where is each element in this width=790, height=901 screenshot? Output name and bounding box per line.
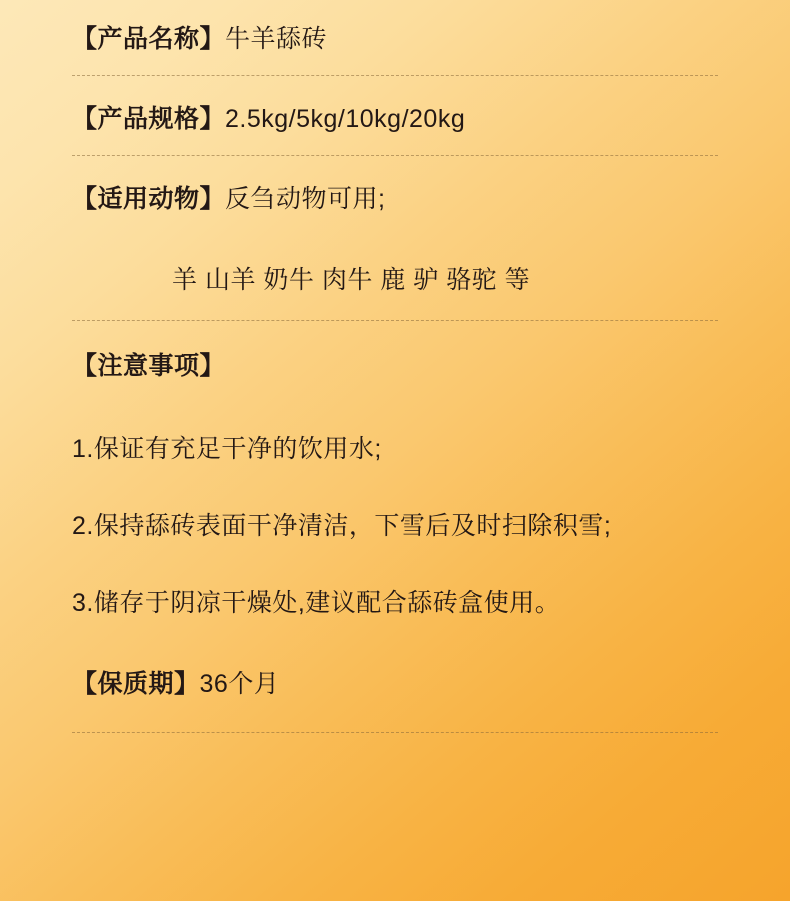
shelf-life-label: 【保质期】: [72, 670, 200, 698]
suitable-animals-value: 反刍动物可用;: [225, 185, 386, 213]
suitable-animals-row: [72, 156, 718, 227]
product-spec-label: 【产品规格】: [72, 105, 226, 133]
product-name-row: [72, 0, 718, 75]
suitable-animals-list: 羊 山羊 奶牛 肉牛 鹿 驴 骆驼 等: [172, 266, 531, 294]
notice-item-1-row: [72, 390, 718, 467]
product-name-label: 【产品名称】: [72, 25, 226, 53]
notice-item-2-row: [72, 467, 718, 544]
notice-title-row: [72, 321, 718, 390]
notice-item-3: 3.储存于阴凉干燥处,建议配合舔砖盒使用。: [72, 589, 561, 617]
divider-after-shelf-life: [72, 732, 718, 733]
shelf-life-value: 36个月: [199, 670, 280, 698]
product-name-value: 牛羊舔砖: [225, 25, 328, 53]
notice-item-2: 2.保持舔砖表面干净清洁，下雪后及时扫除积雪;: [72, 512, 612, 540]
notice-item-3-row: [72, 544, 718, 621]
shelf-life-row: [72, 621, 718, 732]
notice-item-1: 1.保证有充足干净的饮用水;: [72, 435, 382, 463]
notice-label: 【注意事项】: [72, 352, 226, 380]
product-spec-value: 2.5kg/5kg/10kg/20kg: [225, 105, 466, 133]
product-spec-row: [72, 76, 718, 155]
suitable-animals-list-row: [72, 227, 718, 320]
suitable-animals-label: 【适用动物】: [72, 185, 226, 213]
